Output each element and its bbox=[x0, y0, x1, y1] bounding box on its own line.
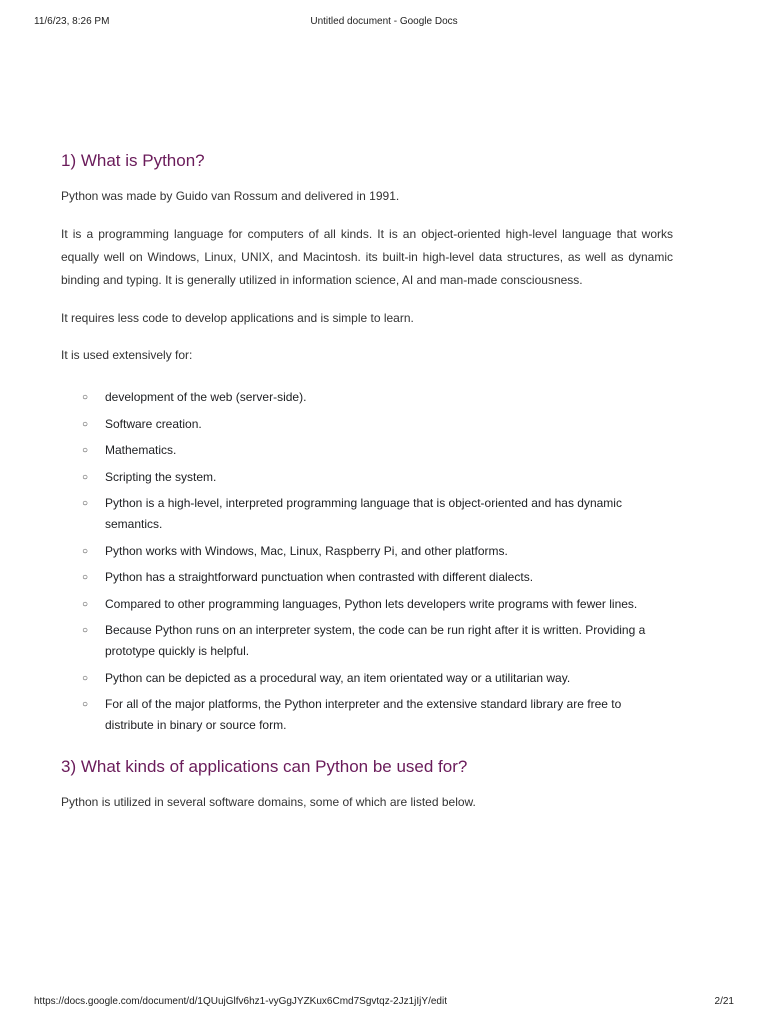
list-item-text: Python is a high-level, interpreted programming language that is object-oriented and has dynamic semantics. bbox=[105, 496, 622, 531]
bullet-icon: ○ bbox=[82, 699, 89, 710]
list-item-text: Software creation. bbox=[105, 416, 202, 431]
list-item-text: development of the web (server-side). bbox=[105, 390, 307, 404]
list-item-text: Python works with Windows, Mac, Linux, Raspberry Pi, and other platforms. bbox=[105, 543, 508, 558]
list-item-text: Python can be depicted as a procedural way, an item orientated way or a utilitarian way. bbox=[105, 670, 571, 685]
paragraph-less-code: It requires less code to develop applications and is simple to learn. bbox=[61, 311, 414, 325]
paragraph-made-by: Python was made by Guido van Rossum and delivered in 1991. bbox=[61, 189, 400, 203]
print-footer bbox=[34, 996, 734, 1010]
list-item-text: Mathematics. bbox=[105, 443, 177, 457]
bullet-icon: ○ bbox=[82, 392, 89, 403]
list-item bbox=[61, 694, 673, 736]
bullet-icon: ○ bbox=[82, 598, 89, 610]
list-item bbox=[61, 668, 673, 689]
bullet-icon: ○ bbox=[82, 545, 89, 557]
list-item bbox=[61, 467, 673, 488]
list-item-text: For all of the major platforms, the Python interpreter and the extensive standard library are free to distribute in binary or source form. bbox=[105, 697, 622, 732]
list-item-text: Python has a straightforward punctuation when contrasted with different dialects. bbox=[105, 570, 534, 584]
bullet-icon: ○ bbox=[82, 625, 89, 636]
bullet-icon: ○ bbox=[82, 572, 89, 583]
list-item bbox=[61, 387, 673, 408]
paragraph-software-domains: Python is utilized in several software domains, some of which are listed below. bbox=[61, 795, 476, 809]
list-item-text: Because Python runs on an interpreter system, the code can be run right after it is written. Providing a prototype quickly is helpful. bbox=[105, 623, 646, 658]
list-item bbox=[61, 414, 673, 435]
list-item bbox=[61, 440, 673, 461]
list-item-text: Scripting the system. bbox=[105, 469, 217, 484]
list-item bbox=[61, 620, 673, 662]
list-item-text: Compared to other programming languages, Python lets developers write programs with fewer lines. bbox=[105, 596, 638, 611]
uses-list bbox=[61, 387, 673, 736]
paragraph-programming-language: It is a programming language for computers of all kinds. It is an object-oriented high-level language that works equally well on Windows, Linux, UNIX, and Macintosh. its built-in high-level data structures, as well as dynamic binding and typing. It is generally utilized in information science, AI and man-made consciousness. bbox=[61, 227, 673, 287]
list-item bbox=[61, 567, 673, 588]
heading-what-is-python: 1) What is Python? bbox=[61, 151, 205, 170]
print-document-title: Untitled document - Google Docs bbox=[310, 16, 458, 27]
heading-applications: 3) What kinds of applications can Python be used for? bbox=[61, 757, 468, 776]
print-datetime: 11/6/23, 8:26 PM bbox=[34, 16, 110, 27]
page-number: 2/21 bbox=[714, 996, 734, 1007]
list-item bbox=[61, 594, 673, 615]
document-body bbox=[61, 150, 673, 814]
bullet-icon: ○ bbox=[82, 672, 89, 684]
bullet-icon: ○ bbox=[82, 418, 89, 430]
bullet-icon: ○ bbox=[82, 445, 89, 456]
paragraph-used-extensively: It is used extensively for: bbox=[61, 348, 193, 362]
list-item bbox=[61, 493, 673, 535]
print-header bbox=[34, 16, 734, 30]
bullet-icon: ○ bbox=[82, 471, 89, 483]
bullet-icon: ○ bbox=[82, 498, 89, 509]
list-item bbox=[61, 541, 673, 562]
print-url: https://docs.google.com/document/d/1QUujGlfv6hz1-vyGgJYZKux6Cmd7Sgvtqz-2Jz1jIjY/edit bbox=[34, 996, 447, 1007]
